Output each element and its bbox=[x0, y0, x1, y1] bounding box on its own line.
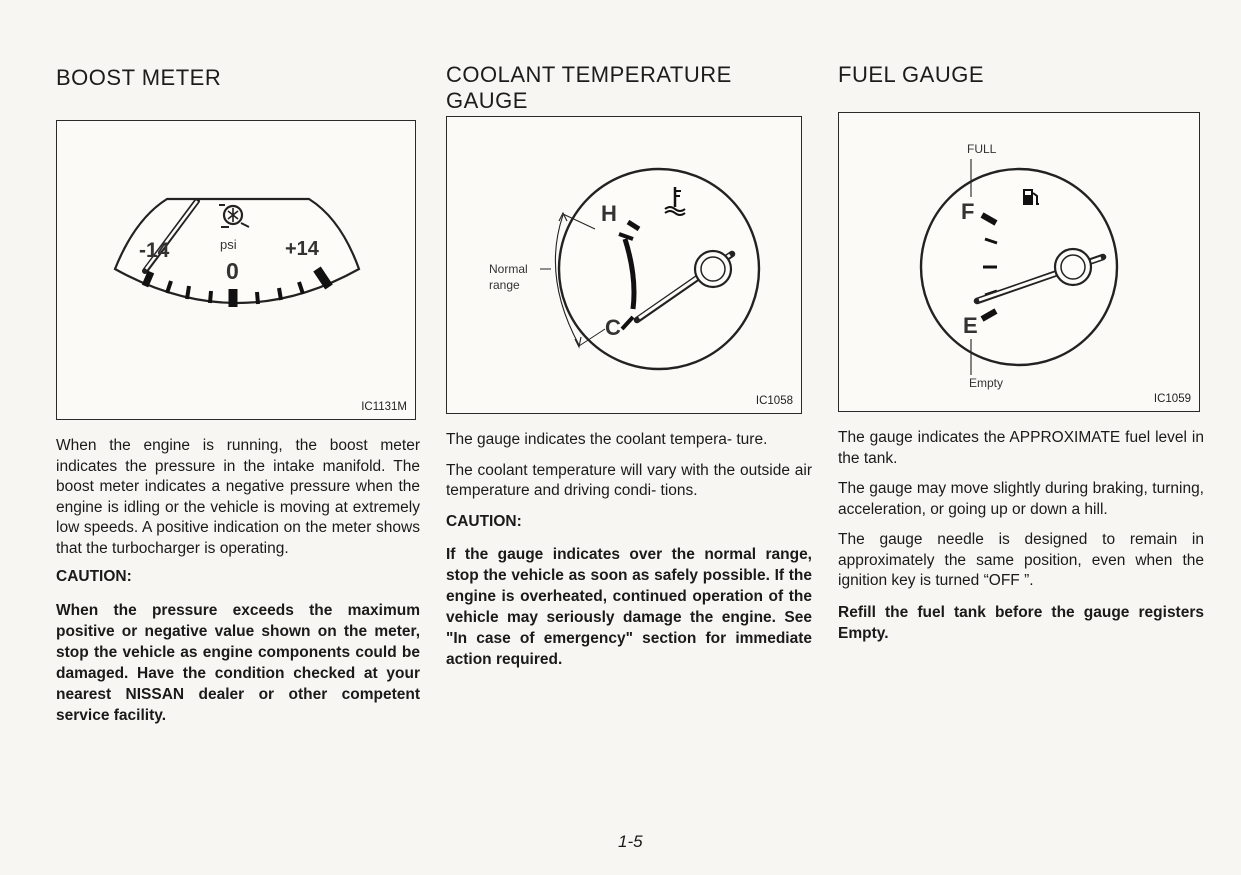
fuel-gauge-illustration bbox=[839, 113, 1201, 413]
boost-unit-label: psi bbox=[220, 237, 237, 252]
fuel-paragraph-3: The gauge needle is designed to remain in approximately the same position, even when the ignition key is turned “OFF ”. bbox=[838, 531, 1204, 589]
boost-meter-figure bbox=[56, 120, 416, 420]
coolant-gauge-text bbox=[446, 430, 812, 670]
fuel-gauge-section bbox=[838, 62, 1204, 654]
coolant-cold-label: C bbox=[605, 315, 621, 340]
boost-plus-label: +14 bbox=[285, 238, 319, 260]
coolant-paragraph-1: The gauge indicates the coolant tempera- ture. bbox=[446, 431, 768, 448]
boost-zero-label: 0 bbox=[226, 258, 239, 284]
page-number: 1-5 bbox=[618, 832, 643, 851]
normal-label: Normal bbox=[489, 262, 528, 276]
boost-gauge-illustration bbox=[57, 121, 417, 421]
boost-meter-text bbox=[56, 436, 420, 726]
range-label: range bbox=[489, 278, 520, 292]
boost-caution-text: When the pressure exceeds the maximum positive or negative value shown on the meter, stop the vehicle as engine components could be damaged. Have the condition checked at your nearest NISSAN dealer or other competent service facility. bbox=[56, 601, 420, 724]
coolant-gauge-illustration bbox=[447, 117, 803, 415]
fuel-full-label: F bbox=[961, 199, 975, 224]
boost-paragraph-1: When the engine is running, the boost meter indicates the pressure in the intake manifold. The boost meter indicates a negative pressure when the engine is idling or the vehicle is moving at extremely low speeds. A positive indication on the meter shows that the turbocharger is operating. bbox=[56, 437, 420, 557]
fuel-empty-label: E bbox=[963, 313, 978, 338]
empty-callout-label: Empty bbox=[969, 376, 1004, 390]
boost-figure-id: IC1131M bbox=[361, 401, 407, 413]
fuel-figure-id: IC1059 bbox=[1153, 393, 1191, 405]
coolant-figure-id: IC1058 bbox=[755, 395, 793, 407]
coolant-caution-heading: CAUTION: bbox=[446, 512, 522, 530]
boost-caution-heading: CAUTION: bbox=[56, 568, 132, 585]
fuel-paragraph-1: The gauge indicates the APPROXIMATE fuel level in the tank. bbox=[838, 429, 1204, 467]
coolant-paragraph-2: The coolant temperature will vary with the outside air temperature and driving condi- tions. bbox=[446, 461, 812, 499]
coolant-gauge-title: COOLANT TEMPERATURE GAUGE bbox=[446, 62, 732, 113]
boost-meter-section bbox=[56, 62, 420, 734]
boost-minus-label: -14 bbox=[139, 239, 170, 262]
fuel-gauge-title: FUEL GAUGE bbox=[838, 62, 984, 87]
coolant-gauge-figure bbox=[446, 116, 802, 414]
full-callout-label: FULL bbox=[967, 142, 997, 156]
coolant-hot-label: H bbox=[601, 201, 617, 226]
fuel-gauge-text bbox=[838, 428, 1204, 644]
fuel-gauge-figure bbox=[838, 112, 1200, 412]
fuel-paragraph-2: The gauge may move slightly during braking, turning, acceleration, or going up or down a hill. bbox=[838, 480, 1204, 518]
coolant-gauge-section bbox=[446, 62, 812, 680]
boost-meter-title: BOOST METER bbox=[56, 65, 222, 90]
coolant-caution-text: If the gauge indicates over the normal range, stop the vehicle as soon as safely possible. If the engine is overheated, continued operation of the vehicle may seriously damage the engine. See "In case of emergency" section for immediate action required. bbox=[446, 546, 812, 668]
fuel-refill-warning: Refill the fuel tank before the gauge registers Empty. bbox=[838, 603, 1204, 642]
